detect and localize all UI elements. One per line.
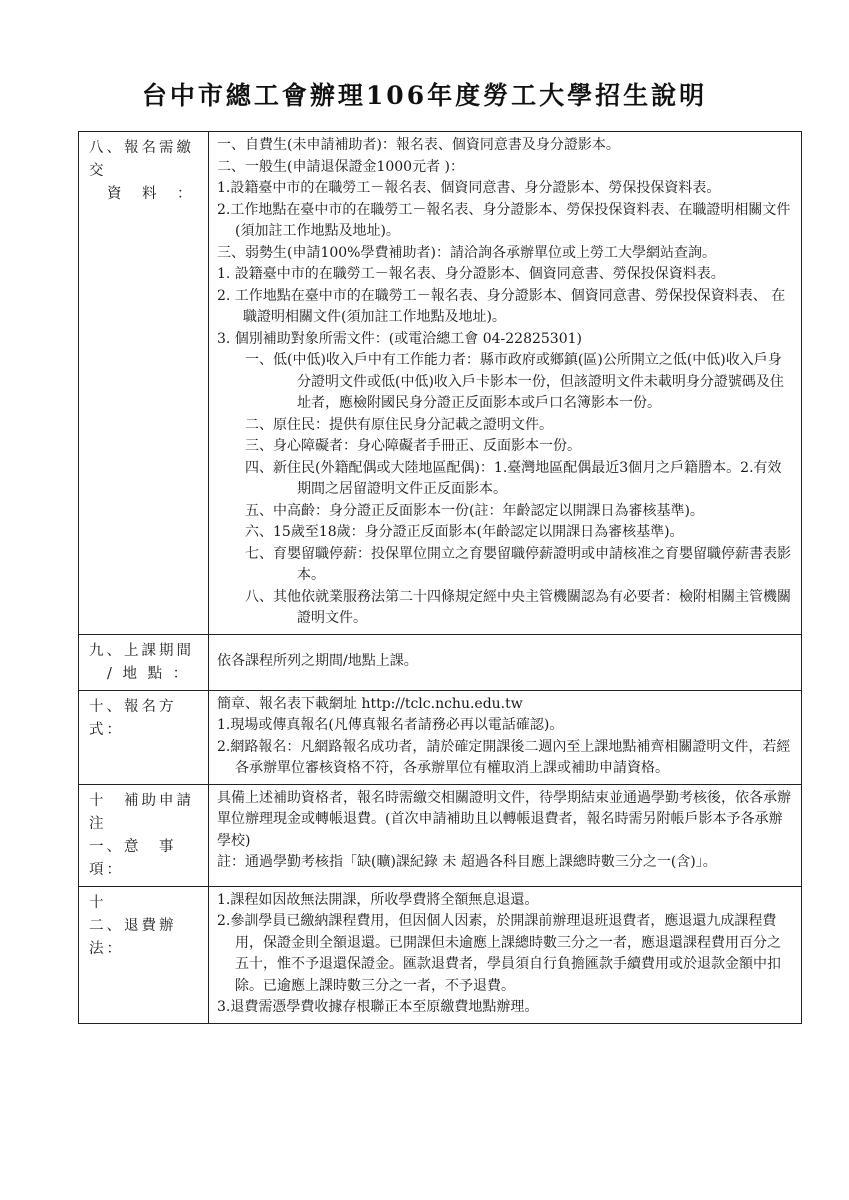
list-item: 1.設籍臺中市的在職勞工－報名表、個資同意書、身分證影本、勞保投保資料表。 <box>217 180 721 196</box>
row-label <box>79 691 209 784</box>
row-content <box>209 635 801 690</box>
list-item: 六、15歲至18歲：身分證正反面影本(年齡認定以開課日為審核基準)。 <box>245 524 684 540</box>
list-item: 2. 工作地點在臺中市的在職勞工－報名表、身分證影本、個資同意書、勞保投保資料表、 在職證明相關文件(須加註工作地點及地址)。 <box>217 287 786 325</box>
row-label-line-2: 資 料 ： <box>107 186 195 202</box>
list-item: 一、自費生(未申請補助者)：報名表、個資同意書及身分證影本。 <box>217 137 620 153</box>
row-label <box>79 887 209 1023</box>
table-row-registration-documents <box>79 132 801 634</box>
list-item: 三、弱勢生(申請100%學費補助者)：請洽詢各承辦單位或上勞工大學網站查詢。 <box>217 244 716 261</box>
list-item: 註：通過學勤考核指「缺(曠)課紀錄 未 超過各科目應上課總時數三分之一(含)」。 <box>217 854 717 870</box>
list-item: 一、低(中低)收入戶中有工作能力者：縣市政府或鄉鎮(區)公所開立之低(中低)收入戶身分證明文件或低(中低)收入戶卡影本一份，但該證明文件未載明身分證號碼及住址者，應檢附國民身分證正反面影本或戶口名簿影本一份。 <box>245 352 784 411</box>
table-row-class-period <box>79 634 801 690</box>
list-item: 1. 設籍臺中市的在職勞工－報名表、身分證影本、個資同意書、勞保投保資料表。 <box>217 266 725 282</box>
row-label-line-1: 九、上課期間 <box>89 642 194 659</box>
list-item: 1.現場或傳真報名(凡傳真報名者請務必再以電話確認)。 <box>217 717 564 733</box>
row-label-line-1: 十 <box>89 894 107 911</box>
list-item: 四、新住民(外籍配偶或大陸地區配偶)：1.臺灣地區配偶最近3個月之戶籍謄本。2.有效期間之居留證明文件正反面影本。 <box>245 459 782 497</box>
row-content <box>209 887 801 1023</box>
document-title: 台中市總工會辦理106年度勞工大學招生說明 <box>141 81 708 110</box>
list-item: 二、原住民：提供有原住民身分記載之證明文件。 <box>245 416 553 433</box>
row-label <box>79 635 209 690</box>
list-item: 三、身心障礙者：身心障礙者手冊正、反面影本一份。 <box>245 438 581 454</box>
row-content <box>209 691 801 784</box>
row-label <box>79 132 209 634</box>
row-content <box>209 132 801 634</box>
list-item: 2.工作地點在臺中市的在職勞工－報名表、身分證影本、勞保投保資料表、在職證明相關文件(須加註工作地點及地址)。 <box>217 201 791 239</box>
row-label-line-1: 十 補助申請注 <box>89 792 194 832</box>
row-label-line-1: 八、報名需繳交 <box>89 140 194 179</box>
row-label-line-2: 二、退費辦法： <box>89 917 177 957</box>
list-item: 具備上述補助資格者，報名時需繳交相關證明文件，待學期結束並通過學勤考核後，依各承辦單位辦理現金或轉帳退費。(首次申請補助且以轉帳退費者，報名時需另附帳戶影本予各承辦學校) <box>217 789 791 849</box>
row-label <box>79 785 209 886</box>
row-text: 依各課程所列之期間/地點上課。 <box>217 653 418 670</box>
list-item: 五、中高齡：身分證正反面影本一份(註：年齡認定以開課日為審核基準)。 <box>245 502 704 519</box>
list-item: 簡章、報名表下載網址 http://tclc.nchu.edu.tw <box>217 695 523 712</box>
info-table <box>78 131 802 1024</box>
list-item: 二、一般生(申請退保證金1000元者 )： <box>217 158 465 175</box>
row-content <box>209 785 801 886</box>
list-item: 2.網路報名：凡網路報名成功者，請於確定開課後二週內至上課地點補齊相關證明文件，若經各承辦單位審核資格不符，各承辦單位有權取消上課或補助申請資格。 <box>217 738 791 776</box>
table-row-subsidy-notes <box>79 784 801 886</box>
list-item: 1.課程如因故無法開課，所收學費將全額無息退還。 <box>217 891 539 908</box>
list-item: 3.退費需憑學費收據存根聯正本至原繳費地點辦理。 <box>217 999 539 1015</box>
table-row-registration-method <box>79 690 801 784</box>
row-label-line-2: 一、意 事 項： <box>89 838 194 878</box>
list-item: 2.參訓學員已繳納課程費用，但因個人因素，於開課前辦理退班退費者，應退還九成課程費用，保證金則全額退還。已開課但未逾應上課總時數三分之一者，應退還課程費用百分之五十，惟不予退還保證金。匯款退費者，學員須自行負擔匯款手續費用或於退款金額中扣除。已逾應上課時數三分之一者，不予退費。 <box>217 913 781 994</box>
list-item: 八、其他依就業服務法第二十四條規定經中央主管機關認為有必要者：檢附相關主管機關證明文件。 <box>245 588 791 626</box>
table-row-refund-policy <box>79 886 801 1023</box>
row-label-line-2: / 地 點 ： <box>107 665 191 682</box>
list-item: 3. 個別補助對象所需文件：(或電洽總工會 04-22825301) <box>217 330 582 347</box>
row-label-line-1: 十、報名方式： <box>89 698 177 738</box>
list-item: 七、育嬰留職停薪：投保單位開立之育嬰留職停薪證明或申請核准之育嬰留職停薪書表影本。 <box>245 545 791 583</box>
